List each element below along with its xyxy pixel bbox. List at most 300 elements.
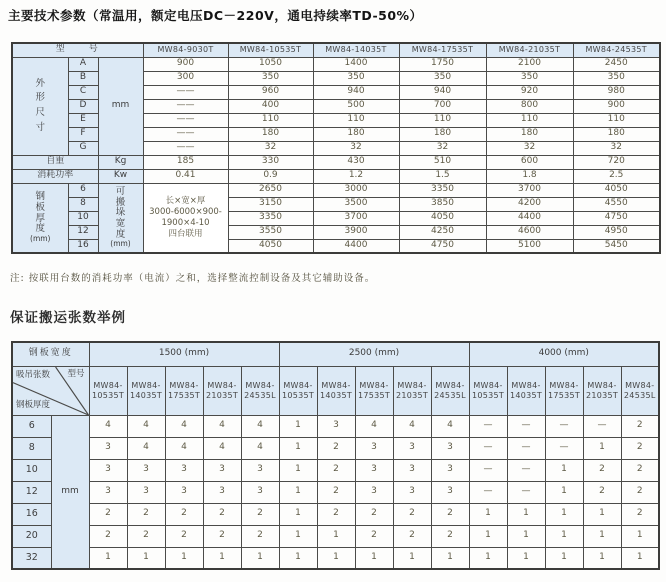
value-cell: 2 <box>241 503 279 525</box>
value-cell: 4050 <box>573 183 660 197</box>
value-cell: 350 <box>313 71 399 85</box>
value-cell: 1 <box>507 503 545 525</box>
model-line1: MW84- <box>397 380 427 390</box>
value-cell: 3 <box>393 437 431 459</box>
value-cell: 1 <box>165 547 203 569</box>
value-cell: 600 <box>486 155 573 169</box>
value-cell: 1 <box>279 503 317 525</box>
value-cell: 720 <box>573 155 660 169</box>
table-row <box>12 437 659 459</box>
dims-group-label: 外形尺寸 <box>35 77 45 133</box>
model-header-cell <box>241 366 279 415</box>
value-cell: 4 <box>203 437 241 459</box>
value-cell: 1 <box>431 547 469 569</box>
value-cell: — <box>469 437 507 459</box>
value-cell: 1 <box>89 547 127 569</box>
model-line1: MW84- <box>131 380 161 390</box>
value-cell: 4 <box>127 415 165 437</box>
value-cell: 180 <box>573 127 660 141</box>
spec-line: 1900×4-10 <box>161 217 210 228</box>
model-line2: 17535T <box>167 390 201 400</box>
value-cell: 4 <box>165 415 203 437</box>
value-cell: 3 <box>165 481 203 503</box>
value-cell: 2 <box>89 503 127 525</box>
value-cell: 2 <box>241 525 279 547</box>
row-label-cell: 16 <box>12 503 51 525</box>
value-cell: 1400 <box>313 57 399 71</box>
model-line2: 14035T <box>319 390 353 400</box>
table-row <box>12 459 659 481</box>
value-cell: 3 <box>241 481 279 503</box>
value-cell: 1750 <box>399 57 486 71</box>
value-cell: 3 <box>241 459 279 481</box>
spec-line: 四台联用 <box>168 228 203 239</box>
model-line2: 24535L <box>623 390 656 400</box>
model-line2: 21035T <box>585 390 619 400</box>
thickness-group-unit: (mm) <box>30 233 51 243</box>
value-cell: 4 <box>241 415 279 437</box>
model-line2: 24535L <box>244 390 276 400</box>
value-cell: 4750 <box>573 211 660 225</box>
row-label-cell: 8 <box>12 437 51 459</box>
value-cell: 4 <box>431 415 469 437</box>
power-unit-cell: Kw <box>98 169 143 183</box>
row-label-cell: 8 <box>68 197 98 211</box>
value-cell: 0.9 <box>228 169 313 183</box>
row-label-cell: 6 <box>12 415 51 437</box>
diagonal-header-cell <box>12 366 89 415</box>
row-label-cell: 10 <box>68 211 98 225</box>
value-cell: 1 <box>393 547 431 569</box>
value-cell: 1 <box>583 437 621 459</box>
value-cell: 32 <box>228 141 313 155</box>
value-cell: 3 <box>89 437 127 459</box>
model-header-cell: MW84-14035T <box>313 43 399 57</box>
page-title: 主要技术参数（常温用，额定电压DC－220V，通电持续率TD-50%） <box>8 8 423 23</box>
value-cell: 180 <box>313 127 399 141</box>
value-cell: 4 <box>355 415 393 437</box>
value-cell: 2 <box>621 503 659 525</box>
value-cell: 4950 <box>573 225 660 239</box>
value-cell: — <box>469 459 507 481</box>
model-header-cell <box>127 366 165 415</box>
value-cell: 940 <box>313 85 399 99</box>
table-row <box>12 43 660 57</box>
value-cell: 4550 <box>573 197 660 211</box>
spec-line: 3000-6000×900- <box>149 206 222 217</box>
value-cell: 4 <box>127 437 165 459</box>
value-cell: 3 <box>431 459 469 481</box>
carry-count-table <box>11 341 660 570</box>
table-row <box>12 342 659 366</box>
model-line1: MW84- <box>473 380 503 390</box>
value-cell: 32 <box>313 141 399 155</box>
value-cell: 2 <box>317 459 355 481</box>
value-cell: 1 <box>469 525 507 547</box>
value-cell: 3 <box>127 481 165 503</box>
model-header-cell: MW84-21035T <box>486 43 573 57</box>
footnote: 注: 按联用台数的消耗功率（电流）之和，选择整流控制设备及其它辅助设备。 <box>10 273 376 284</box>
value-cell: 1 <box>203 547 241 569</box>
value-cell: 1 <box>241 547 279 569</box>
model-line2: 10535T <box>91 390 125 400</box>
value-cell: 1 <box>279 459 317 481</box>
model-line2: 17535T <box>357 390 391 400</box>
model-line2: 21035T <box>205 390 239 400</box>
value-cell: 3000 <box>313 183 399 197</box>
value-cell: 2 <box>393 525 431 547</box>
table-row <box>12 57 660 71</box>
value-cell: 1.8 <box>486 169 573 183</box>
row-label-cell: D <box>68 99 98 113</box>
value-cell: 3550 <box>228 225 313 239</box>
model-header-cell <box>469 366 507 415</box>
value-cell: 2 <box>165 503 203 525</box>
model-line1: MW84- <box>587 380 617 390</box>
model-header-cell <box>621 366 659 415</box>
model-line1: MW84- <box>321 380 351 390</box>
model-line2: 14035T <box>129 390 163 400</box>
stack-width-unit: (mm) <box>110 239 131 249</box>
value-cell: 5450 <box>573 239 660 253</box>
value-cell: 1 <box>279 415 317 437</box>
value-cell: 3 <box>393 459 431 481</box>
row-label-cell: G <box>68 141 98 155</box>
value-cell: — <box>545 437 583 459</box>
model-line1: MW84- <box>169 380 199 390</box>
model-header-label: 型 号 <box>12 43 143 57</box>
row-label-cell: B <box>68 71 98 85</box>
value-cell: 700 <box>399 99 486 113</box>
value-cell: 180 <box>228 127 313 141</box>
value-cell: 3 <box>355 459 393 481</box>
table-row <box>12 155 660 169</box>
value-cell: 3 <box>165 459 203 481</box>
model-line1: MW84- <box>283 380 313 390</box>
value-cell: 1 <box>469 503 507 525</box>
value-cell: 4 <box>393 415 431 437</box>
value-cell: 2 <box>393 503 431 525</box>
value-cell: 350 <box>486 71 573 85</box>
row-label-cell: 10 <box>12 459 51 481</box>
value-cell: 1 <box>545 459 583 481</box>
value-cell: 1.2 <box>313 169 399 183</box>
value-cell: 3850 <box>399 197 486 211</box>
value-cell: 2 <box>583 459 621 481</box>
value-cell: — <box>469 481 507 503</box>
table-row <box>12 415 659 437</box>
value-cell: 3 <box>355 481 393 503</box>
spec-line: 长×宽×厚 <box>165 195 206 206</box>
model-header-cell: MW84-17535T <box>399 43 486 57</box>
value-cell: 3350 <box>399 183 486 197</box>
value-cell: 3350 <box>228 211 313 225</box>
value-cell: 1 <box>279 481 317 503</box>
value-cell: 2 <box>621 459 659 481</box>
value-cell: 4 <box>241 437 279 459</box>
value-cell: 1 <box>583 547 621 569</box>
value-cell: 500 <box>313 99 399 113</box>
value-cell: 3 <box>393 481 431 503</box>
value-cell: 2 <box>431 503 469 525</box>
value-cell: 1 <box>127 547 165 569</box>
value-cell: 3 <box>203 481 241 503</box>
table-row <box>12 547 659 569</box>
row-label-cell: 16 <box>68 239 98 253</box>
row-label-cell: C <box>68 85 98 99</box>
value-cell: 32 <box>486 141 573 155</box>
value-cell: 3 <box>89 459 127 481</box>
value-cell: 2 <box>355 503 393 525</box>
value-cell: 2 <box>203 503 241 525</box>
value-cell: 4 <box>203 415 241 437</box>
value-cell: 2450 <box>573 57 660 71</box>
value-cell: 350 <box>228 71 313 85</box>
value-cell: 4400 <box>486 211 573 225</box>
value-cell: —— <box>143 141 228 155</box>
table-row <box>12 525 659 547</box>
value-cell: — <box>507 437 545 459</box>
value-cell: 2 <box>317 437 355 459</box>
row-label-cell: 32 <box>12 547 51 569</box>
table-row <box>12 503 659 525</box>
value-cell: 940 <box>399 85 486 99</box>
model-line2: 17535T <box>547 390 581 400</box>
value-cell: 4050 <box>399 211 486 225</box>
value-cell: 300 <box>143 71 228 85</box>
value-cell: 2 <box>317 481 355 503</box>
value-cell: 3 <box>431 481 469 503</box>
model-header-cell <box>393 366 431 415</box>
model-header-cell <box>279 366 317 415</box>
value-cell: 4600 <box>486 225 573 239</box>
value-cell: 1 <box>355 547 393 569</box>
stack-width-label-cell <box>98 183 143 253</box>
row-label-cell: F <box>68 127 98 141</box>
model-header-cell <box>165 366 203 415</box>
row-label-cell: A <box>68 57 98 71</box>
value-cell: 2 <box>621 415 659 437</box>
value-cell: 1 <box>621 547 659 569</box>
value-cell: 1 <box>507 547 545 569</box>
value-cell: 900 <box>573 99 660 113</box>
value-cell: 3500 <box>313 197 399 211</box>
plate-width-header: 钢板宽度 <box>12 342 89 366</box>
value-cell: 3 <box>355 437 393 459</box>
value-cell: 4 <box>165 437 203 459</box>
value-cell: 350 <box>399 71 486 85</box>
row-label-cell: 12 <box>68 225 98 239</box>
thickness-group-label-cell <box>12 183 68 253</box>
value-cell: 1 <box>507 525 545 547</box>
diag-label-model: 型号 <box>67 368 85 379</box>
value-cell: —— <box>143 99 228 113</box>
row-label-cell: 6 <box>68 183 98 197</box>
value-cell: 1 <box>545 525 583 547</box>
value-cell: 1050 <box>228 57 313 71</box>
value-cell: 4200 <box>486 197 573 211</box>
model-line2: 10535T <box>471 390 505 400</box>
value-cell: 1 <box>583 503 621 525</box>
value-cell: — <box>507 415 545 437</box>
model-header-cell <box>355 366 393 415</box>
diag-label-sheets: 吸吊张数 <box>16 369 51 380</box>
value-cell: — <box>545 415 583 437</box>
value-cell: 4250 <box>399 225 486 239</box>
model-header-cell <box>89 366 127 415</box>
value-cell: 3 <box>127 459 165 481</box>
value-cell: 4050 <box>228 239 313 253</box>
value-cell: 1 <box>317 525 355 547</box>
model-header-cell <box>583 366 621 415</box>
value-cell: 0.41 <box>143 169 228 183</box>
model-line1: MW84- <box>435 380 465 390</box>
value-cell: 4400 <box>313 239 399 253</box>
value-cell: 32 <box>399 141 486 155</box>
stack-width-label: 可搬垛宽度 <box>115 186 126 240</box>
value-cell: 2 <box>127 525 165 547</box>
model-header-cell: MW84-24535T <box>573 43 660 57</box>
model-header-cell <box>317 366 355 415</box>
value-cell: 800 <box>486 99 573 113</box>
model-line2: 21035T <box>395 390 429 400</box>
value-cell: 3 <box>431 437 469 459</box>
value-cell: 110 <box>228 113 313 127</box>
table-row <box>12 183 660 197</box>
weight-unit-cell: Kg <box>98 155 143 169</box>
table-row <box>12 169 660 183</box>
value-cell: 3150 <box>228 197 313 211</box>
value-cell: 110 <box>399 113 486 127</box>
value-cell: 3 <box>89 481 127 503</box>
model-line1: MW84- <box>245 380 275 390</box>
value-cell: 330 <box>228 155 313 169</box>
spec-table <box>11 42 661 254</box>
value-cell: 1 <box>279 525 317 547</box>
value-cell: 1 <box>583 525 621 547</box>
value-cell: 180 <box>399 127 486 141</box>
value-cell: —— <box>143 127 228 141</box>
value-cell: 350 <box>573 71 660 85</box>
width-group-header: 4000 (mm) <box>469 342 659 366</box>
value-cell: 2 <box>355 525 393 547</box>
weight-label-cell: 自重 <box>12 155 98 169</box>
dims-group-label-cell <box>12 57 68 155</box>
value-cell: 3900 <box>313 225 399 239</box>
value-cell: — <box>507 481 545 503</box>
value-cell: —— <box>143 85 228 99</box>
model-line2: 24535L <box>434 390 466 400</box>
value-cell: 2100 <box>486 57 573 71</box>
value-cell: 3700 <box>313 211 399 225</box>
value-cell: 1 <box>279 437 317 459</box>
value-cell: 2.5 <box>573 169 660 183</box>
width-group-header: 2500 (mm) <box>279 342 469 366</box>
value-cell: 110 <box>573 113 660 127</box>
value-cell: 2 <box>127 503 165 525</box>
value-cell: 920 <box>486 85 573 99</box>
value-cell: 510 <box>399 155 486 169</box>
value-cell: 4 <box>89 415 127 437</box>
model-line1: MW84- <box>549 380 579 390</box>
unit-cell: mm <box>51 415 89 569</box>
table-row <box>12 481 659 503</box>
value-cell: 2 <box>621 437 659 459</box>
combined-use-spec-cell <box>143 183 228 253</box>
value-cell: — <box>583 415 621 437</box>
model-header-cell <box>203 366 241 415</box>
value-cell: 2650 <box>228 183 313 197</box>
model-line2: 10535T <box>281 390 315 400</box>
value-cell: 180 <box>486 127 573 141</box>
value-cell: 2 <box>621 481 659 503</box>
value-cell: 5100 <box>486 239 573 253</box>
model-line1: MW84- <box>511 380 541 390</box>
model-header-cell <box>431 366 469 415</box>
width-group-header: 1500 (mm) <box>89 342 279 366</box>
diag-label-thickness: 钢板厚度 <box>16 400 51 411</box>
value-cell: 110 <box>486 113 573 127</box>
value-cell: —— <box>143 113 228 127</box>
value-cell: 900 <box>143 57 228 71</box>
power-label-cell: 消耗功率 <box>12 169 98 183</box>
row-label-cell: E <box>68 113 98 127</box>
value-cell: 3700 <box>486 183 573 197</box>
value-cell: 2 <box>203 525 241 547</box>
model-line1: MW84- <box>625 380 655 390</box>
value-cell: 1 <box>469 547 507 569</box>
value-cell: 185 <box>143 155 228 169</box>
thickness-group-label: 钢板厚度 <box>35 191 45 235</box>
value-cell: 32 <box>573 141 660 155</box>
value-cell: 400 <box>228 99 313 113</box>
section2-title: 保证搬运张数举例 <box>10 310 126 326</box>
model-header-cell: MW84-9030T <box>143 43 228 57</box>
model-header-cell <box>507 366 545 415</box>
value-cell: 2 <box>431 525 469 547</box>
model-line1: MW84- <box>93 380 123 390</box>
value-cell: 430 <box>313 155 399 169</box>
model-header-cell: MW84-10535T <box>228 43 313 57</box>
value-cell: 1.5 <box>399 169 486 183</box>
value-cell: 960 <box>228 85 313 99</box>
dims-unit-cell: mm <box>98 57 143 155</box>
value-cell: 1 <box>545 503 583 525</box>
table-row <box>12 366 659 415</box>
row-label-cell: 12 <box>12 481 51 503</box>
value-cell: 2 <box>165 525 203 547</box>
value-cell: 1 <box>545 481 583 503</box>
value-cell: 3 <box>203 459 241 481</box>
value-cell: 3 <box>317 415 355 437</box>
value-cell: 980 <box>573 85 660 99</box>
value-cell: — <box>469 415 507 437</box>
value-cell: 2 <box>583 481 621 503</box>
row-label-cell: 20 <box>12 525 51 547</box>
model-header-cell <box>545 366 583 415</box>
value-cell: 1 <box>279 547 317 569</box>
value-cell: 1 <box>621 525 659 547</box>
model-line1: MW84- <box>207 380 237 390</box>
value-cell: 2 <box>89 525 127 547</box>
value-cell: 2 <box>317 503 355 525</box>
model-line1: MW84- <box>359 380 389 390</box>
value-cell: 1 <box>317 547 355 569</box>
value-cell: 110 <box>313 113 399 127</box>
value-cell: 4750 <box>399 239 486 253</box>
model-line2: 14035T <box>509 390 543 400</box>
value-cell: 1 <box>545 547 583 569</box>
